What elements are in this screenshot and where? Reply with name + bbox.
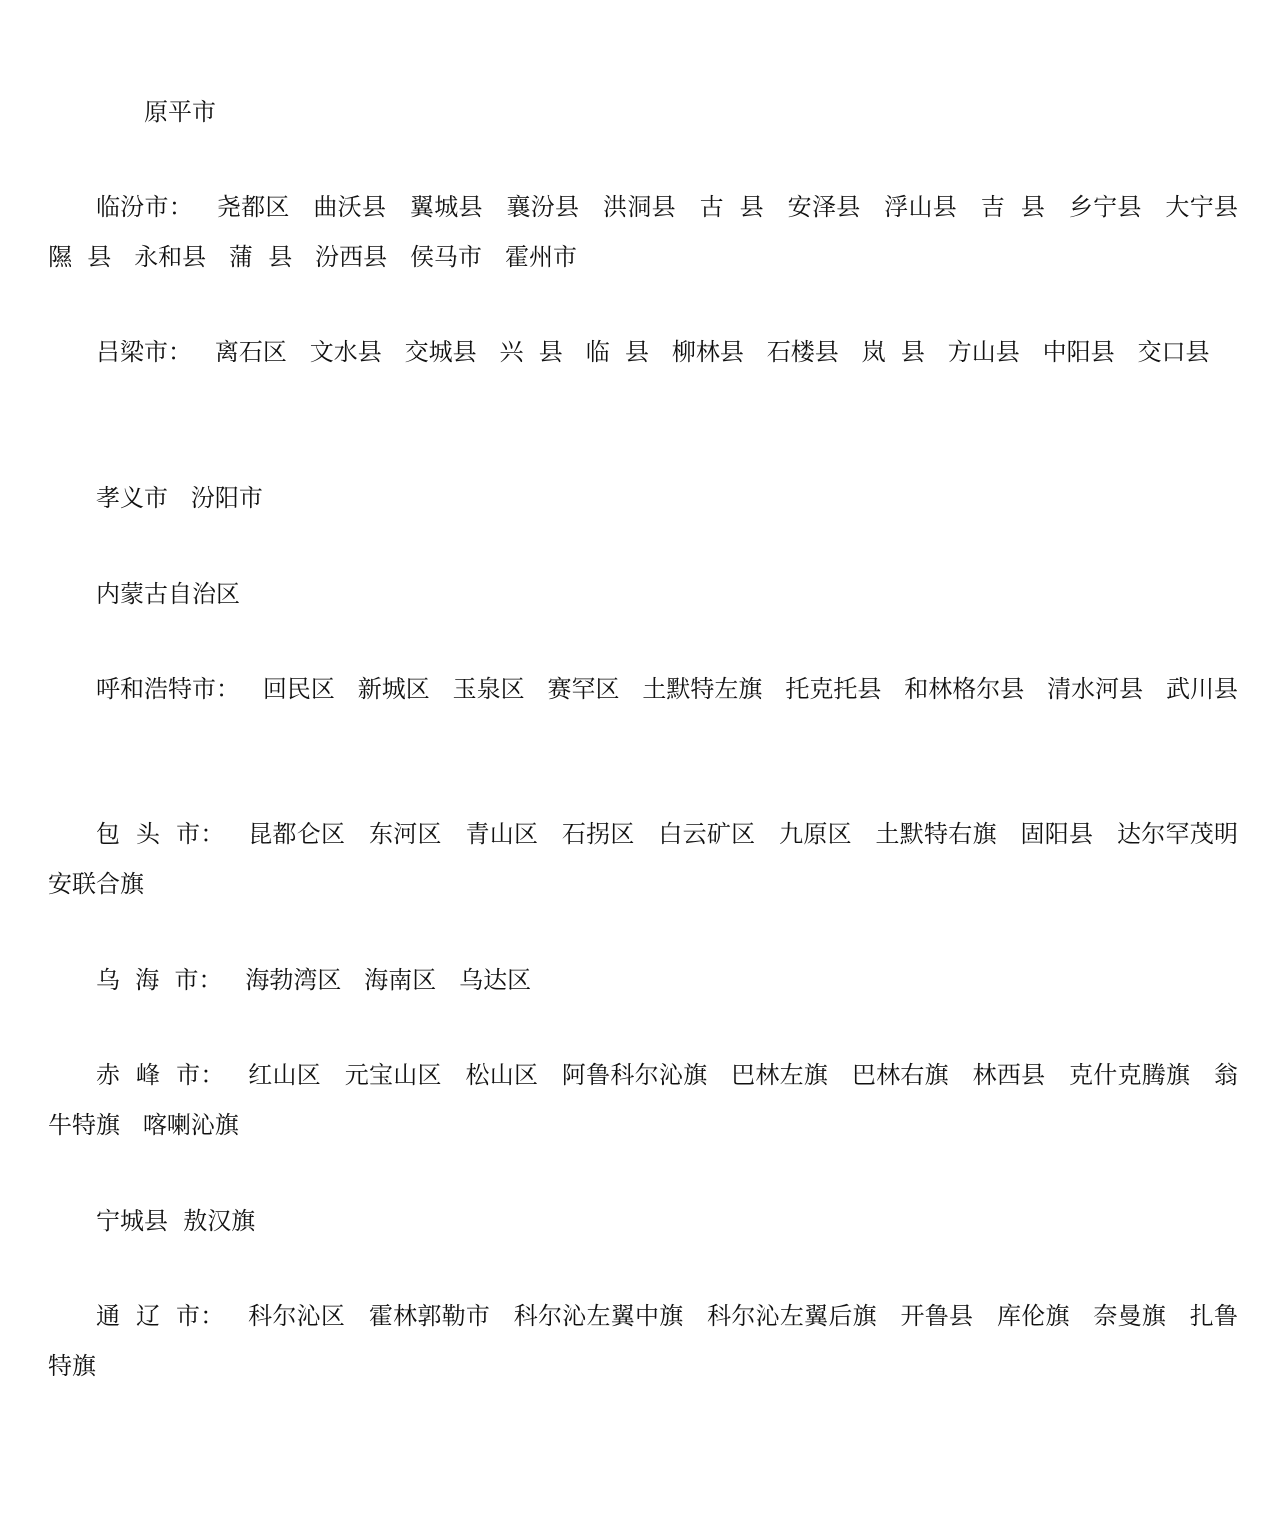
paragraph-tongliao: 通 辽 市： 科尔沁区 霍林郭勒市 科尔沁左翼中旗 科尔沁左翼后旗 开鲁县 库伦旗 奈曼旗 扎鲁特旗 — [48, 1302, 1238, 1380]
paragraph-yuanping: 原平市 — [144, 98, 216, 126]
paragraph-lvliang: 吕梁市： 离石区 文水县 交城县 兴 县 临 县 柳林县 石楼县 岚 县 方山县 中阳县 交口县 — [96, 338, 1210, 366]
paragraph-baotou: 包 头 市： 昆都仑区 东河区 青山区 石拐区 白云矿区 九原区 土默特右旗 固阳县 达尔罕茂明安联合旗 — [48, 820, 1238, 898]
paragraph-xiaoyi-fenyang: 孝义市 汾阳市 — [96, 484, 263, 512]
paragraph-linfen: 临汾市： 尧都区 曲沃县 翼城县 襄汾县 洪洞县 古 县 安泽县 浮山县 吉 县 乡宁县 大宁县 隰 县 永和县 蒲 县 汾西县 侯马市 霍州市 — [48, 193, 1261, 271]
paragraph-ningcheng-aohan: 宁城县 敖汉旗 — [96, 1207, 256, 1235]
paragraph-inner-mongolia: 内蒙古自治区 — [96, 580, 240, 608]
paragraph-wuhai: 乌 海 市： 海勃湾区 海南区 乌达区 — [96, 966, 532, 994]
paragraph-hohhot: 呼和浩特市： 回民区 新城区 玉泉区 赛罕区 土默特左旗 托克托县 和林格尔县 清水河县 武川县 — [96, 675, 1238, 703]
paragraph-chifeng: 赤 峰 市： 红山区 元宝山区 松山区 阿鲁科尔沁旗 巴林左旗 巴林右旗 林西县 克什克腾旗 翁牛特旗 喀喇沁旗 — [48, 1061, 1238, 1139]
